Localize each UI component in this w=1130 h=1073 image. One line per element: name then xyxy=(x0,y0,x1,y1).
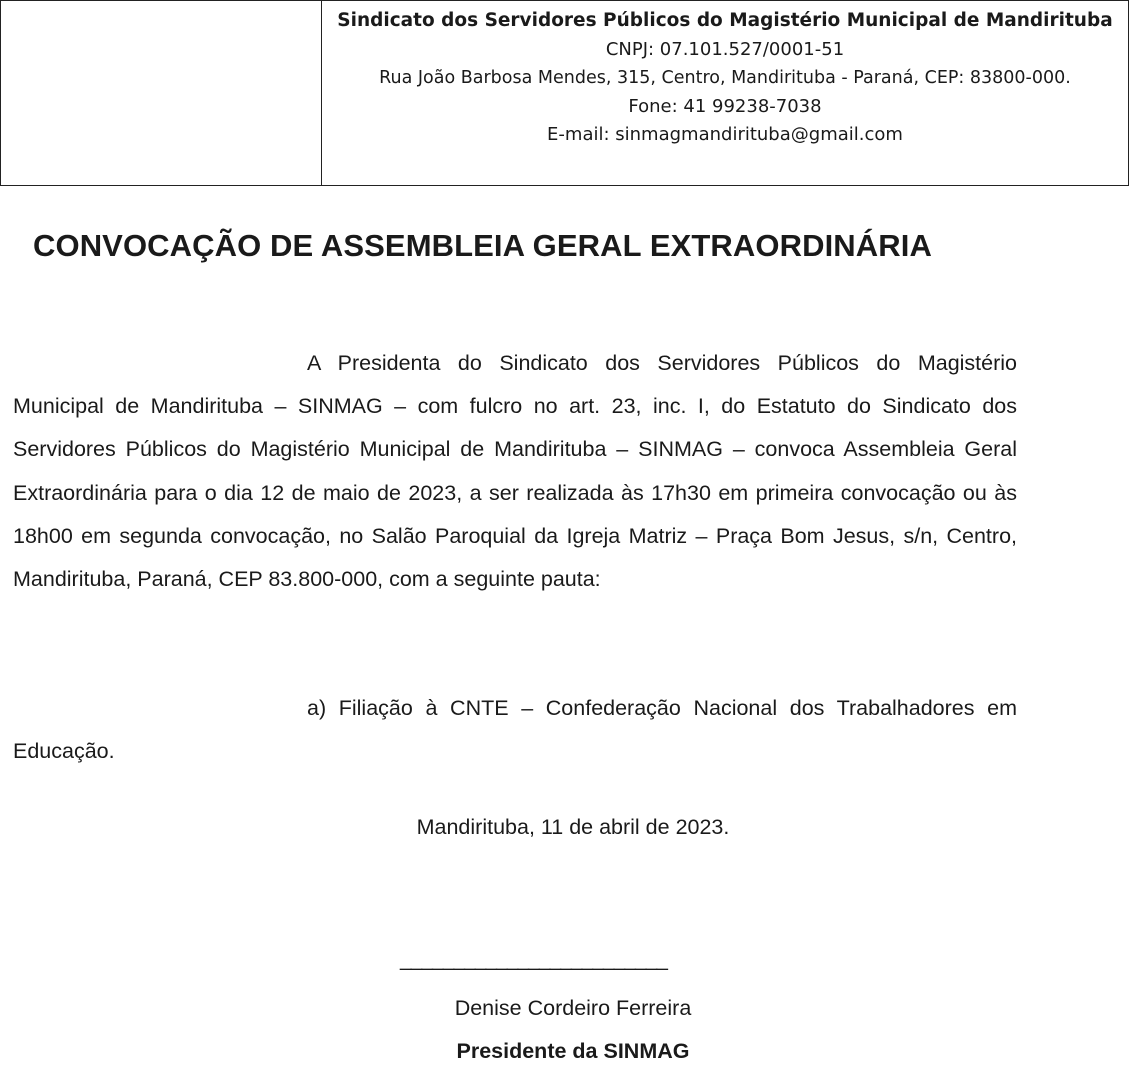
signer-role: Presidente da SINMAG xyxy=(456,1039,690,1063)
email-text: E-mail: sinmagmandirituba@gmail.com xyxy=(547,124,903,145)
place-date: Mandirituba, 11 de abril de 2023. xyxy=(416,815,730,839)
convocation-paragraph: A Presidenta do Sindicato dos Servidores Públicos do Magistério Municipal de Mandirituba – SINMAG – com fulcro no art. 23, inc. I, do Estatuto do Sindicato dos Servidores Públicos do Magistério Municipal de Mandirituba – SINMAG – convoca Assembleia Geral Extraordinária para o dia 12 de maio de 2023, a ser realizada às 17h30 em primeira convocação ou às 18h00 em segunda convocação, no Salão Paroquial da Igreja Matriz – Praça Bom Jesus, s/n, Centro, Mandirituba, Paraná, CEP 83.800-000, com a seguinte pauta: xyxy=(13,351,1017,592)
signature-line: _________________________ xyxy=(400,948,667,971)
address-text: Rua João Barbosa Mendes, 315, Centro, Mandirituba - Paraná, CEP: 83800-000. xyxy=(379,68,1071,88)
cnpj-text: CNPJ: 07.101.527/0001-51 xyxy=(605,38,845,60)
logo-cell xyxy=(1,1,322,185)
signer-name: Denise Cordeiro Ferreira xyxy=(454,996,692,1020)
organization-info xyxy=(322,1,1128,185)
letterhead-table xyxy=(0,0,1129,186)
document-title: CONVOCAÇÃO DE ASSEMBLEIA GERAL EXTRAORDINÁRIA xyxy=(33,228,932,263)
organization-name: Sindicato dos Servidores Públicos do Magistério Municipal de Mandirituba xyxy=(337,10,1113,31)
phone-text: Fone: 41 99238-7038 xyxy=(628,95,822,117)
agenda-item: a) Filiação à CNTE – Confederação Nacional dos Trabalhadores em Educação. xyxy=(13,696,1017,764)
